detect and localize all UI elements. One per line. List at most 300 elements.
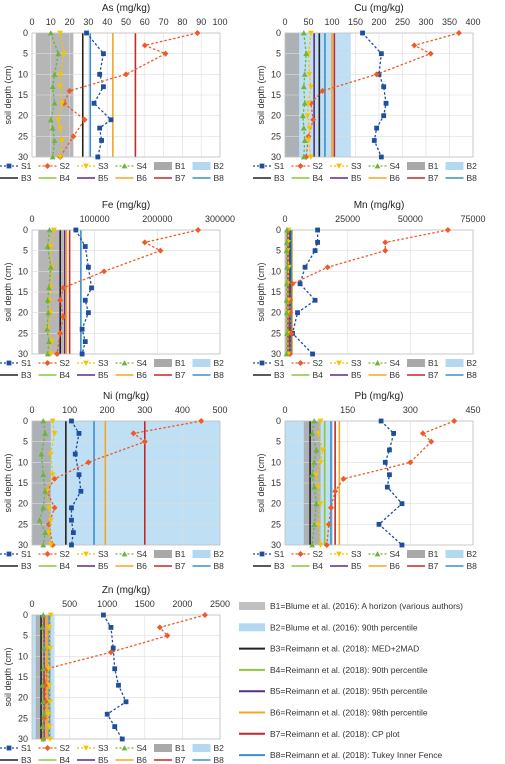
data-point: [80, 327, 85, 332]
x-tick-label: 20: [64, 17, 75, 27]
legend-label: B8: [213, 561, 224, 571]
legend-label: B1: [428, 549, 439, 559]
y-tick-label: 25: [17, 328, 28, 339]
legend-label: S1: [274, 549, 285, 559]
x-tick-label: 300: [402, 405, 418, 415]
legend-label: S4: [389, 358, 400, 368]
legend-label: S4: [389, 549, 400, 559]
x-tick-label: 500: [212, 405, 228, 415]
legend-label: S3: [98, 161, 109, 171]
y-axis-label: soil depth (cm): [256, 65, 266, 125]
legend-key-s2: [39, 358, 71, 368]
legend-marker: [336, 361, 342, 366]
legend-key-b7: [154, 755, 186, 764]
legend-label: S2: [312, 358, 323, 368]
legend-label: S3: [98, 358, 109, 368]
x-tick-label: 50: [120, 17, 132, 27]
x-tick-label: 150: [347, 17, 364, 27]
y-tick-label: 15: [17, 90, 28, 100]
reference-text: B7=Reimann et al. (2018): CP plot: [270, 728, 400, 739]
legend-marker: [83, 746, 89, 751]
legend-key-s1: [253, 161, 285, 171]
reference-text: B3=Reimann et al. (2018): MED+2MAD: [270, 643, 420, 654]
legend-key-s4: [369, 358, 401, 368]
x-tick-label: 1000: [97, 599, 118, 609]
y-tick-label: 20: [270, 110, 281, 121]
y-tick-label: 30: [17, 349, 28, 359]
legend-key-b4: [292, 173, 324, 183]
chart-title: As (mg/kg): [101, 3, 151, 14]
legend-swatch: [193, 359, 211, 367]
legend-swatch: [154, 550, 172, 558]
data-point: [101, 613, 106, 618]
data-point: [315, 240, 320, 245]
legend-marker: [83, 164, 89, 169]
data-point: [95, 155, 100, 160]
data-point: [295, 310, 300, 315]
reference-item-b4: [239, 665, 428, 675]
legend-marker: [336, 164, 342, 169]
y-tick-label: 0: [22, 28, 28, 38]
y-tick-label: 0: [22, 610, 28, 620]
y-tick-label: 15: [17, 672, 28, 682]
legend-marker: [83, 552, 89, 557]
legend-marker: [83, 361, 89, 366]
legend-marker: [7, 164, 12, 169]
y-tick-label: 5: [275, 436, 281, 447]
legend-key-b4: [39, 755, 71, 764]
legend-key-b3: [253, 561, 285, 571]
legend-swatch: [193, 550, 211, 558]
y-axis-label: soil depth (cm): [256, 453, 266, 513]
legend-key-b6: [369, 561, 401, 571]
legend-marker: [336, 552, 342, 557]
legend-marker: [45, 551, 51, 557]
data-point: [360, 31, 365, 36]
data-point: [105, 712, 110, 717]
data-point: [112, 724, 117, 729]
x-tick-label: 50: [303, 17, 314, 27]
x-tick-label: 0: [29, 405, 35, 415]
reference-text: B6=Reimann et al. (2018): 98th percentile: [270, 707, 428, 718]
legend-key-b7: [407, 173, 439, 183]
legend-key-b1: [407, 549, 439, 559]
chart-title: Mn (mg/kg): [353, 200, 405, 211]
data-point: [383, 460, 388, 465]
y-axis-label: soil depth (cm): [3, 65, 13, 125]
legend-label: B2: [213, 549, 224, 559]
y-tick-label: 10: [17, 266, 28, 277]
legend-label: B2: [466, 358, 477, 368]
legend-label: B3: [274, 370, 285, 380]
chart-panel-3: [0, 200, 235, 380]
x-tick-label: 0: [29, 17, 35, 27]
legend-label: B4: [59, 755, 70, 764]
legend-label: S4: [136, 358, 147, 368]
legend-label: S3: [351, 161, 362, 171]
legend-swatch: [407, 359, 425, 367]
data-point: [101, 84, 106, 89]
legend-key-s2: [292, 161, 324, 171]
data-point: [89, 285, 94, 290]
y-tick-label: 20: [17, 692, 28, 703]
data-point: [109, 117, 114, 122]
legend-key-s4: [116, 358, 148, 368]
y-tick-label: 0: [275, 416, 281, 426]
legend-key-b8: [446, 173, 478, 183]
x-tick-label: 70: [158, 17, 169, 27]
data-point: [400, 543, 405, 548]
data-point: [379, 51, 384, 56]
y-tick-label: 0: [22, 416, 28, 426]
x-tick-label: 25000: [335, 214, 361, 224]
y-tick-label: 20: [270, 498, 281, 509]
legend-label: B7: [175, 173, 186, 183]
legend-key-b3: [0, 173, 32, 183]
legend-marker: [122, 163, 128, 168]
legend-key-b2: [446, 358, 478, 368]
data-point: [97, 72, 102, 77]
data-point: [384, 101, 389, 106]
legend-marker: [260, 361, 265, 366]
legend-label: B6: [136, 755, 147, 764]
chart-title: Zn (mg/kg): [101, 585, 151, 596]
x-tick-label: 75000: [460, 214, 486, 224]
legend-label: S3: [351, 549, 362, 559]
legend-swatch: [154, 162, 172, 170]
legend-marker: [298, 360, 304, 366]
legend-label: S1: [21, 549, 32, 559]
legend-label: B2: [213, 743, 224, 753]
legend-label: B6: [389, 370, 400, 380]
x-tick-label: 300: [418, 17, 434, 27]
y-tick-label: 30: [17, 540, 28, 550]
legend-label: S2: [312, 161, 323, 171]
legend-label: B8: [213, 370, 224, 380]
data-point: [69, 419, 74, 424]
x-tick-label: 100: [62, 405, 78, 415]
legend-key-b8: [193, 755, 225, 764]
chart-panel-5: [0, 391, 228, 571]
legend-key-b5: [77, 370, 109, 380]
legend-key-b3: [253, 370, 285, 380]
x-tick-label: 90: [196, 17, 207, 27]
legend-key-s1: [0, 549, 32, 559]
data-point: [86, 265, 91, 270]
data-point: [116, 683, 121, 688]
legend-key-b5: [330, 173, 362, 183]
y-tick-label: 5: [22, 436, 28, 447]
legend-label: B4: [312, 370, 323, 380]
reference-text: B5=Reimann et al. (2018): 95th percentile: [270, 686, 428, 697]
legend-key-s2: [39, 549, 71, 559]
y-tick-label: 5: [275, 48, 281, 59]
chart-panel-1: [0, 3, 228, 183]
data-point: [313, 248, 318, 253]
legend-key-b8: [446, 561, 478, 571]
legend-key-b2: [446, 161, 478, 171]
legend-label: B5: [98, 173, 109, 183]
legend-key-b5: [77, 173, 109, 183]
x-tick-label: 250: [394, 17, 411, 27]
legend-label: B8: [466, 173, 477, 183]
y-tick-label: 20: [17, 307, 28, 318]
y-axis-label: soil depth (cm): [3, 453, 13, 513]
data-point: [111, 646, 116, 651]
y-tick-label: 20: [17, 110, 28, 121]
x-tick-label: 300000: [204, 214, 236, 224]
legend-label: B2: [466, 549, 477, 559]
legend-marker: [45, 745, 51, 751]
reference-item-b2: [239, 622, 418, 632]
legend-label: B8: [466, 561, 477, 571]
x-tick-label: 0: [282, 17, 288, 27]
legend-label: B1: [175, 549, 186, 559]
y-tick-label: 10: [270, 69, 281, 80]
data-point: [78, 489, 83, 494]
legend-key-b1: [407, 358, 439, 368]
legend-key-b5: [330, 561, 362, 571]
legend-marker: [7, 552, 12, 557]
x-tick-label: 100000: [79, 214, 110, 224]
legend-label: B3: [274, 173, 285, 183]
y-tick-label: 0: [275, 28, 281, 38]
chart-panel-2: [253, 3, 481, 183]
legend-label: B3: [21, 173, 32, 183]
legend-label: S4: [389, 161, 400, 171]
legend-label: B5: [98, 370, 109, 380]
legend-key-s3: [77, 161, 109, 171]
legend-key-b7: [154, 561, 186, 571]
y-tick-label: 20: [270, 307, 281, 318]
data-point: [69, 518, 74, 523]
x-tick-label: 100: [324, 17, 340, 27]
data-point: [109, 625, 114, 630]
data-point: [83, 339, 88, 344]
legend-label: B4: [59, 561, 70, 571]
y-tick-label: 10: [270, 457, 281, 468]
data-point: [86, 310, 91, 315]
y-tick-label: 25: [270, 519, 281, 530]
legend-key-b6: [116, 173, 148, 183]
legend-key-b5: [77, 755, 109, 764]
legend-label: B3: [21, 561, 32, 571]
legend-key-b6: [369, 173, 401, 183]
reference-swatch: [239, 623, 265, 631]
x-tick-label: 0: [29, 214, 35, 224]
reference-text: B1=Blume et al. (2016): A horizon (various authors): [270, 601, 464, 611]
legend-key-b3: [0, 755, 32, 764]
legend-key-b2: [193, 358, 225, 368]
legend-key-b1: [154, 549, 186, 559]
y-tick-label: 25: [270, 328, 281, 339]
x-tick-label: 2500: [209, 599, 231, 609]
y-tick-label: 15: [270, 478, 281, 488]
data-point: [124, 699, 129, 704]
legend-key-s3: [330, 549, 362, 559]
legend-label: B5: [351, 561, 362, 571]
legend-label: S4: [136, 743, 147, 753]
data-point: [379, 155, 384, 160]
legend-key-b4: [39, 173, 71, 183]
legend-label: B3: [21, 370, 32, 380]
chart-title: Fe (mg/kg): [101, 200, 151, 211]
legend-key-s3: [330, 358, 362, 368]
y-axis-label: soil depth (cm): [3, 262, 13, 322]
legend-key-b6: [116, 561, 148, 571]
x-tick-label: 40: [102, 17, 113, 27]
legend-label: B4: [312, 173, 323, 183]
legend-key-s2: [292, 358, 324, 368]
y-tick-label: 30: [270, 349, 281, 359]
legend-key-s3: [330, 161, 362, 171]
legend-key-b7: [154, 173, 186, 183]
legend-label: B6: [136, 370, 147, 380]
legend-key-b3: [0, 561, 32, 571]
data-point: [83, 298, 88, 303]
legend-label: B5: [351, 173, 362, 183]
legend-swatch: [407, 162, 425, 170]
x-tick-label: 60: [139, 17, 150, 27]
legend-key-b1: [154, 743, 186, 753]
legend-key-b1: [154, 358, 186, 368]
data-point: [400, 501, 405, 506]
legend-label: B2: [213, 358, 224, 368]
data-point: [80, 352, 85, 357]
y-tick-label: 25: [17, 713, 28, 724]
data-point: [377, 522, 382, 527]
chart-panel-4: [253, 200, 486, 380]
legend-marker: [45, 163, 51, 169]
data-point: [99, 138, 104, 143]
legend-key-b5: [77, 561, 109, 571]
legend-label: B8: [213, 173, 224, 183]
data-point: [313, 298, 318, 303]
legend-key-s2: [39, 161, 71, 171]
data-point: [84, 31, 89, 36]
x-tick-label: 350: [441, 17, 458, 27]
legend-key-s1: [0, 161, 32, 171]
legend-key-s3: [77, 358, 109, 368]
data-point: [92, 101, 97, 106]
legend-key-b7: [407, 561, 439, 571]
legend-key-b8: [446, 370, 478, 380]
legend-label: B7: [175, 561, 186, 571]
legend-label: B2: [213, 161, 224, 171]
legend-label: S2: [312, 549, 323, 559]
y-tick-label: 30: [270, 540, 281, 550]
legend-label: B5: [351, 370, 362, 380]
legend-key-b4: [39, 370, 71, 380]
data-point: [372, 138, 377, 143]
y-tick-label: 5: [275, 245, 281, 256]
data-point: [315, 228, 320, 233]
y-tick-label: 30: [270, 152, 281, 162]
y-tick-label: 10: [17, 69, 28, 80]
legend-label: B4: [312, 561, 323, 571]
legend-key-s4: [116, 743, 148, 753]
legend-label: S2: [59, 161, 70, 171]
legend-label: S4: [136, 549, 147, 559]
legend-key-b4: [39, 561, 71, 571]
y-tick-label: 25: [17, 131, 28, 142]
y-tick-label: 5: [22, 245, 28, 256]
data-point: [83, 244, 88, 249]
legend-label: S3: [351, 358, 362, 368]
legend-swatch: [193, 744, 211, 752]
legend-key-b2: [193, 549, 225, 559]
legend-key-b2: [446, 549, 478, 559]
legend-marker: [375, 163, 381, 168]
legend-marker: [122, 745, 128, 750]
x-tick-label: 150: [340, 405, 356, 415]
legend-label: B1: [428, 161, 439, 171]
reference-item-b6: [239, 708, 428, 718]
legend-key-b5: [330, 370, 362, 380]
data-point: [387, 448, 392, 453]
data-point: [71, 530, 76, 535]
x-tick-label: 500: [62, 599, 78, 609]
legend-label: B8: [466, 370, 477, 380]
legend-key-s1: [0, 358, 32, 368]
reference-item-b7: [239, 729, 400, 739]
legend-label: B1: [175, 743, 186, 753]
reference-item-b1: [239, 601, 463, 611]
legend-key-s1: [253, 358, 285, 368]
legend-key-b6: [116, 755, 148, 764]
legend-key-s4: [369, 161, 401, 171]
legend-label: B8: [213, 755, 224, 764]
x-tick-label: 1500: [134, 599, 155, 609]
legend-key-b7: [154, 370, 186, 380]
data-point: [303, 265, 308, 270]
reference-item-b3: [239, 644, 419, 654]
x-tick-label: 0: [29, 599, 35, 609]
legend-marker: [122, 551, 128, 556]
legend-label: B6: [389, 173, 400, 183]
data-point: [97, 126, 102, 131]
data-point: [381, 113, 386, 118]
legend-marker: [260, 164, 265, 169]
y-tick-label: 0: [275, 225, 281, 235]
x-tick-label: 450: [465, 405, 481, 415]
legend-key-b2: [193, 743, 225, 753]
x-tick-label: 80: [177, 17, 188, 27]
legend-marker: [7, 361, 12, 366]
reference-legend: [239, 601, 463, 760]
y-tick-label: 15: [270, 287, 281, 297]
data-point: [77, 431, 82, 436]
legend-key-s2: [292, 549, 324, 559]
legend-marker: [260, 552, 265, 557]
legend-label: B4: [59, 370, 70, 380]
legend-marker: [375, 551, 381, 556]
legend-label: B7: [175, 755, 186, 764]
legend-label: B7: [428, 173, 439, 183]
data-point: [101, 51, 106, 56]
y-tick-label: 0: [22, 225, 28, 235]
y-tick-label: 30: [17, 152, 28, 162]
legend-label: S4: [136, 161, 147, 171]
y-tick-label: 25: [270, 131, 281, 142]
legend-key-b8: [193, 173, 225, 183]
legend-key-b1: [154, 161, 186, 171]
legend-label: S1: [21, 161, 32, 171]
data-point: [73, 452, 78, 457]
reference-swatch: [239, 602, 265, 610]
x-tick-label: 10: [45, 17, 56, 27]
legend-key-s2: [39, 743, 71, 753]
